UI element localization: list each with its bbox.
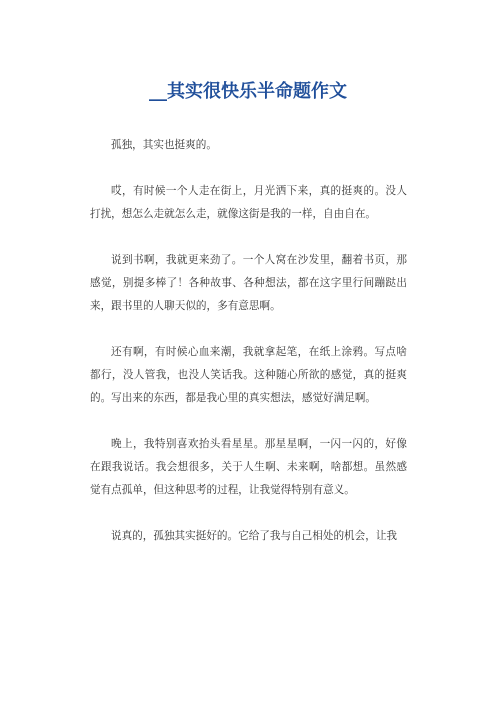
paragraph: 还有啊，有时候心血来潮，我就拿起笔，在纸上涂鸦。写点啥都行，没人管我，也没人笑话我。这种随心所欲的感觉，真的挺爽的。写出来的东西，都是我心里的真实想法，感觉好满足啊。 — [90, 346, 407, 404]
paragraph: 孤独，其实也挺爽的。 — [111, 139, 217, 151]
paragraph: 哎，有时候一个人走在街上，月光洒下来，真的挺爽的。没人打扰，想怎么走就怎么走，就像这街是我的一样，自由自在。 — [90, 185, 407, 220]
document-title: __其实很快乐半命题作文 — [149, 81, 347, 102]
document-body — [90, 134, 407, 571]
paragraph: 说到书啊，我就更来劲了。一个人窝在沙发里，翻着书页，那感觉，别提多棒了！各种故事、各种想法，都在这字里行间蹦跶出来，跟书里的人聊天似的，多有意思啊。 — [90, 254, 407, 312]
paragraph: 晚上，我特别喜欢抬头看星星。那星星啊，一闪一闪的，好像在跟我说话。我会想很多，关于人生啊、未来啊，啥都想。虽然感觉有点孤单，但这种思考的过程，让我觉得特别有意义。 — [90, 438, 407, 496]
paragraph: 说真的，孤独其实挺好的。它给了我与自己相处的机会，让我 — [111, 530, 398, 542]
